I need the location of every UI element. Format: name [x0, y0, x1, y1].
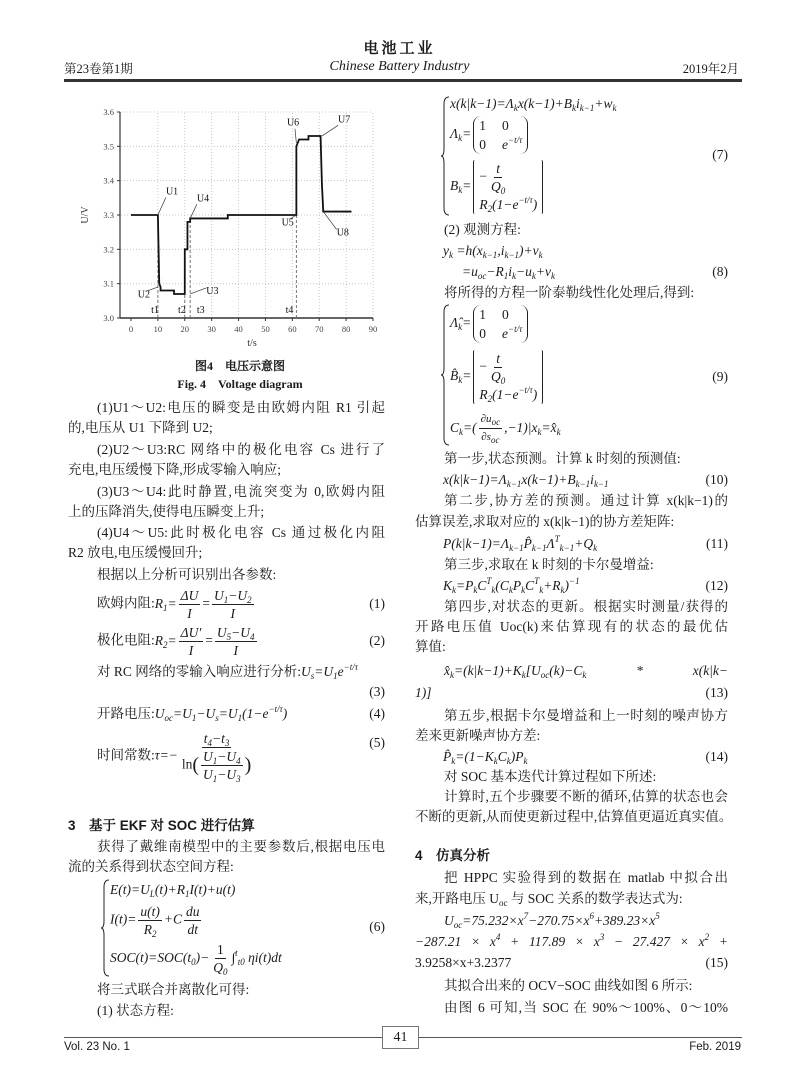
paragraph-line: 的,电压从 U1 下降到 U2;: [68, 420, 213, 435]
paragraph-line: (2) 观测方程:: [444, 222, 521, 237]
paragraph-line: 充电,电压缓慢下降,形成零输入响应;: [68, 462, 282, 477]
matrix-cell: 0: [479, 137, 487, 152]
equation-number: (6): [369, 919, 385, 934]
y-axis-label: U/V: [80, 206, 91, 224]
matrix-cell: 0: [502, 307, 509, 322]
numerator: $U_5-U_4$: [216, 625, 255, 642]
eq-part: $SOC(t)=SOC(t_0)-$: [110, 949, 210, 967]
paragraph-line: (2)U2～U3:RC 网络中的极化电容 Cs 进行了: [97, 442, 385, 457]
annotation-arrow: [158, 197, 166, 215]
left-brace: [100, 879, 110, 977]
eq-text: 对 RC 网络的零输入响应进行分析:: [97, 664, 302, 679]
x-tick-label: 80: [341, 324, 351, 334]
fraction: [212, 587, 254, 622]
footer-volume: Vol. 23 No. 1: [64, 1041, 130, 1053]
equation-1: [97, 587, 256, 622]
fraction: [138, 903, 162, 938]
fraction: [184, 903, 202, 938]
figure-caption-en: Fig. 4 Voltage diagram: [177, 377, 303, 391]
paragraph-line: 第四步,对状态的更新。根据实时测量/获得的: [444, 599, 728, 614]
equation-13-line: 1)]: [415, 685, 432, 700]
annotation-label-t2: t2: [178, 304, 186, 316]
x-tick-label: 70: [314, 324, 324, 334]
equation-3: [97, 662, 358, 682]
voltage-series-line: [131, 136, 351, 294]
equation-8-line: $=u_{oc}-R_1i_k-u_k+v_k$: [462, 264, 555, 281]
matrix-cell: $e^{-t/\tau}$: [502, 135, 523, 152]
numerator: ΔU′: [180, 625, 202, 640]
matrix-cell: 0: [479, 326, 487, 341]
paragraph-line: 第五步,根据卡尔曼增益和上一时刻的噪声协方: [444, 708, 728, 723]
equation-number: (11): [706, 536, 728, 551]
page-number-box: [382, 1026, 419, 1049]
matrix-cell: 0: [502, 118, 509, 133]
eq-label: 时间常数:: [97, 747, 155, 763]
annotation-arrow: [295, 129, 296, 143]
denominator: $Q_0$: [213, 960, 228, 977]
annotation-label-u8: U8: [336, 227, 349, 239]
eq-lhs: τ=−: [154, 747, 178, 763]
annotation-label-u2: U2: [137, 289, 150, 301]
equation-number: (9): [712, 369, 728, 384]
annotation-label-u4: U4: [196, 193, 210, 205]
x-tick-label: 20: [180, 324, 190, 334]
denominator: $Q_0$: [491, 369, 506, 386]
denominator: $U_1-U_3$: [203, 767, 241, 784]
equation-5: [97, 730, 255, 783]
annotation-label-t4: t4: [285, 304, 294, 316]
journal-title-cn: 电池工业: [363, 41, 436, 57]
matrix: [473, 160, 543, 214]
equation-number: (8): [712, 264, 728, 279]
eq-formula: $U_{oc}=U_1-U_s=U_1(1-e^{-t/\tau})$: [154, 704, 288, 723]
paren: ): [244, 754, 252, 776]
annotation-arrow: [323, 212, 336, 230]
y-tick-label: 3.4: [103, 175, 114, 186]
equation-number: (3): [369, 684, 385, 699]
annotation-label-t1: t1: [151, 304, 159, 316]
paragraph-line: 根据以上分析可识别出各参数:: [97, 567, 277, 582]
x-tick-label: 50: [261, 324, 270, 334]
equation-number: (1): [369, 596, 385, 611]
equation-number: (12): [705, 578, 728, 593]
equation-8-line: $y_k =h(x_{k-1},i_{k-1})+v_k$: [443, 243, 543, 260]
equation-number: (5): [369, 735, 385, 750]
equation-7-matrix-a: [450, 116, 530, 154]
equation-number: (7): [712, 147, 728, 162]
x-tick-label: 10: [153, 324, 163, 334]
page-number: 41: [393, 1030, 408, 1045]
annotation-label-t3: t3: [196, 304, 205, 316]
fraction: [211, 941, 229, 976]
x-tick-label: 40: [234, 324, 243, 334]
denominator: I: [230, 606, 235, 621]
y-tick-label: 3.0: [103, 313, 114, 323]
paragraph-line: 上的压降消失,使得电压瞬变上升;: [68, 504, 265, 519]
paragraph-line: 将所得的方程一阶泰勒线性化处理后,得到:: [444, 285, 695, 300]
paragraph-line: 来,开路电压 $U_{oc}$ 与 SOC 关系的数学表达式为:: [415, 891, 683, 908]
y-tick-label: 3.1: [103, 278, 114, 289]
paragraph-line: (1) 状态方程:: [97, 1003, 174, 1018]
equation-9-c: [450, 411, 561, 446]
matrix-cell: $e^{-t/\tau}$: [502, 324, 523, 341]
eq-part: I(t)=: [110, 911, 137, 927]
matrix: [473, 116, 528, 154]
eq-part: $C_k=$(: [450, 419, 477, 437]
equation-2: [97, 624, 259, 659]
y-tick-label: 3.6: [103, 107, 114, 117]
eq-label: 欧姆内阻:: [97, 595, 155, 611]
numerator: $U_1-U_2$: [213, 588, 252, 605]
fraction: [179, 587, 201, 622]
fraction: [489, 350, 507, 385]
matrix: [473, 305, 528, 343]
y-tick-label: 3.5: [103, 141, 114, 152]
numerator: u(t): [140, 904, 160, 919]
eq-part: $,-1)|x_k=x̂_k$: [504, 419, 561, 437]
x-tick-label: 0: [128, 324, 134, 334]
equals: =: [202, 595, 210, 611]
eq-part: $\Lambdâ_k=$: [450, 315, 472, 333]
paragraph-line: 第一步,状态预测。计算 k 时刻的预测值:: [444, 451, 681, 466]
numerator: $U_1-U_4$: [203, 749, 241, 766]
paragraph-line: R2 放电,电压缓慢回升;: [68, 545, 203, 560]
y-tick-label: 3.3: [103, 210, 114, 220]
equation-11: $P(k|k-1)=\Lambda_{k-1}P̂_{k-1}\Lambda^T_{k-1}+Q_k$: [443, 534, 598, 553]
right-brace: [440, 96, 450, 216]
denominator: $\partial s_{oc}$: [481, 431, 500, 445]
numerator: 1: [216, 942, 224, 957]
equation-14: $P̂_k=(1-K_kC_k)P_k$: [443, 749, 528, 766]
eq-part: $B_k=$: [450, 178, 472, 196]
equation-6-line: [110, 941, 282, 976]
equation-number: (2): [369, 633, 385, 648]
annotation-label-u7: U7: [338, 114, 351, 126]
equation-number: (4): [369, 706, 385, 721]
equation-9-matrix-a: [450, 305, 530, 343]
matrix-cell: $R_2(1-e^{-t/\tau})$: [479, 195, 538, 214]
equation-15-line: $U_{oc}=75.232\times x^7-270.75\times x^6+389.23\times x^5$: [444, 911, 660, 930]
matrix: [473, 350, 543, 404]
x-tick-label: 90: [368, 324, 378, 334]
annotation-arrow: [190, 288, 206, 294]
section-heading-4: 4 仿真分析: [415, 848, 491, 863]
y-tick-label: 3.2: [103, 244, 114, 255]
denominator: I: [188, 643, 194, 658]
denominator: I: [187, 606, 192, 621]
paragraph-line: 将三式联合并离散化可得:: [97, 982, 250, 997]
denominator: [180, 748, 253, 783]
equation-10: $x(k|k-1)=\Lambda_{k-1}x(k-1)+B_{k-1}i_{k-1}$: [443, 472, 609, 489]
eq-part: −: [479, 358, 487, 374]
denominator: $Q_0$: [491, 179, 506, 196]
equation-number: (13): [705, 685, 728, 700]
denominator: dt: [187, 922, 198, 937]
right-brace: [440, 304, 450, 446]
paragraph-line: 第二步,协方差的预测。通过计算 x(k|k−1)的: [444, 493, 728, 508]
eq-part: $B̂_k=$: [450, 368, 472, 386]
annotation-arrow: [190, 204, 197, 218]
equation-9-matrix-b: [450, 350, 545, 404]
x-tick-label: 60: [288, 324, 297, 334]
fraction: [489, 160, 507, 195]
numerator: t: [496, 161, 500, 176]
eq-part: −: [479, 168, 487, 184]
numerator: $t_4-t_3$: [203, 731, 230, 748]
x-axis-label: t/s: [247, 338, 257, 349]
paragraph-line: (4)U4～U5:此时极化电容 Cs 通过极化内阻: [97, 525, 385, 540]
paragraph-line: 差来更新噪声协方差:: [415, 728, 541, 743]
fraction: [215, 624, 257, 659]
eq-part: +C: [163, 911, 182, 927]
equals: =: [205, 632, 213, 648]
paragraph-line: (3)U3～U4:此时静置,电流突变为 0,欧姆内阻: [97, 484, 385, 499]
equation-12: $K_k=P_kC^T_k(C_kP_kC^T_k+R_k)^{-1}$: [443, 576, 580, 595]
matrix-cell: 1: [479, 307, 487, 322]
equation-15-line: 3.9258×x+3.2377: [415, 955, 512, 970]
journal-title-en: Chinese Battery Industry: [329, 59, 470, 74]
fraction: [201, 748, 243, 783]
eq-lhs: $R_2=$: [154, 632, 177, 650]
equation-6-line: $E(t)=U_L(t)+R_1I(t)+u(t)$: [110, 882, 236, 899]
equation-13-line: $x̂_k=(k|k-1)+K_k[U_{oc}(k)-C_k * x(k|k-$: [444, 663, 728, 680]
equation-7-matrix-b: [450, 160, 545, 214]
eq-formula: $U_s=U_1e^{-t/\tau}$: [301, 662, 358, 681]
x-tick-label: 30: [207, 324, 216, 334]
paragraph-line: 把 HPPC 实验得到的数据在 matlab 中拟合出: [444, 870, 728, 885]
denominator: $R_2$: [143, 922, 157, 939]
matrix-cell: 1: [479, 118, 487, 133]
footer-date: Feb. 2019: [689, 1041, 741, 1053]
paragraph-line: 流的关系得到状态空间方程:: [68, 859, 234, 874]
ln: ln: [181, 756, 193, 772]
annotation-label-u6: U6: [286, 117, 300, 129]
equation-6-line: [110, 903, 203, 938]
numerator: t: [496, 351, 500, 366]
paragraph-line: 算值:: [415, 639, 446, 654]
fraction: [479, 411, 502, 446]
figure-caption-cn: 图4 电压示意图: [194, 359, 285, 373]
paragraph-line: 估算误差,求取对应的 x(k|k−1)的协方差矩阵:: [415, 514, 675, 529]
eq-part: ∫$^t_{t0}$ ηi(t)dt: [231, 947, 282, 967]
paragraph-line: 由图 6 可知,当 SOC 在 90%～100%、0～10%: [444, 1000, 728, 1015]
paragraph-line: 第三步,求取在 k 时刻的卡尔曼增益:: [444, 557, 654, 572]
numerator: du: [185, 904, 200, 919]
equation-4: [97, 704, 287, 724]
numerator: $\partial u_{oc}$: [480, 413, 501, 427]
equation-number: (14): [705, 749, 728, 764]
matrix-cell: $R_2(1-e^{-t/\tau})$: [479, 385, 538, 404]
issue-number: 第23卷第1期: [64, 62, 133, 76]
paragraph-line: 对 SOC 基本迭代计算过程如下所述:: [444, 769, 657, 784]
paragraph-line: 获得了戴维南模型中的主要参数后,根据电压电: [97, 839, 385, 854]
denominator: I: [233, 643, 238, 658]
paragraph-line: 开路电压值 Uoc(k)来估算现有的状态的最优估: [415, 619, 728, 634]
paragraph-line: (1)U1～U2:电压的瞬变是由欧姆内阻 R1 引起: [97, 400, 385, 415]
numerator: ΔU: [180, 588, 199, 603]
section-heading-3: 3 基于 EKF 对 SOC 进行估算: [68, 818, 255, 833]
equation-number: (15): [705, 955, 728, 970]
annotation-arrow: [322, 125, 338, 136]
eq-label: 极化电阻:: [97, 632, 155, 648]
fraction: [180, 730, 253, 783]
paragraph-line: 不断的更新,从而使更新过程中,估算值更逼近真实值。: [415, 809, 733, 824]
annotation-label-u1: U1: [165, 186, 179, 198]
equation-7-line: $x(k|k-1)=\Lambda_kx(k-1)+B_ki_{k-1}+w_k$: [450, 96, 617, 113]
eq-lhs: $R_1=$: [154, 595, 177, 613]
eq-label: 开路电压:: [97, 706, 155, 721]
annotation-label-u3: U3: [206, 285, 219, 297]
eq-part: $\Lambda_k=$: [450, 126, 472, 144]
fraction: [179, 624, 204, 659]
issue-date: 2019年2月: [682, 62, 739, 76]
paragraph-line: 计算时,五个步骤要不断的循环,估算的状态也会: [444, 789, 728, 804]
equation-15-line: $-287.21 \times x^4 + 117.89 \times x^3 - 27.427 \times x^2$ +: [415, 932, 728, 949]
equation-number: (10): [705, 472, 728, 487]
paragraph-line: 其拟合出来的 OCV−SOC 曲线如图 6 所示:: [444, 978, 693, 993]
paren: (: [192, 754, 200, 776]
annotation-label-u5: U5: [281, 217, 294, 229]
